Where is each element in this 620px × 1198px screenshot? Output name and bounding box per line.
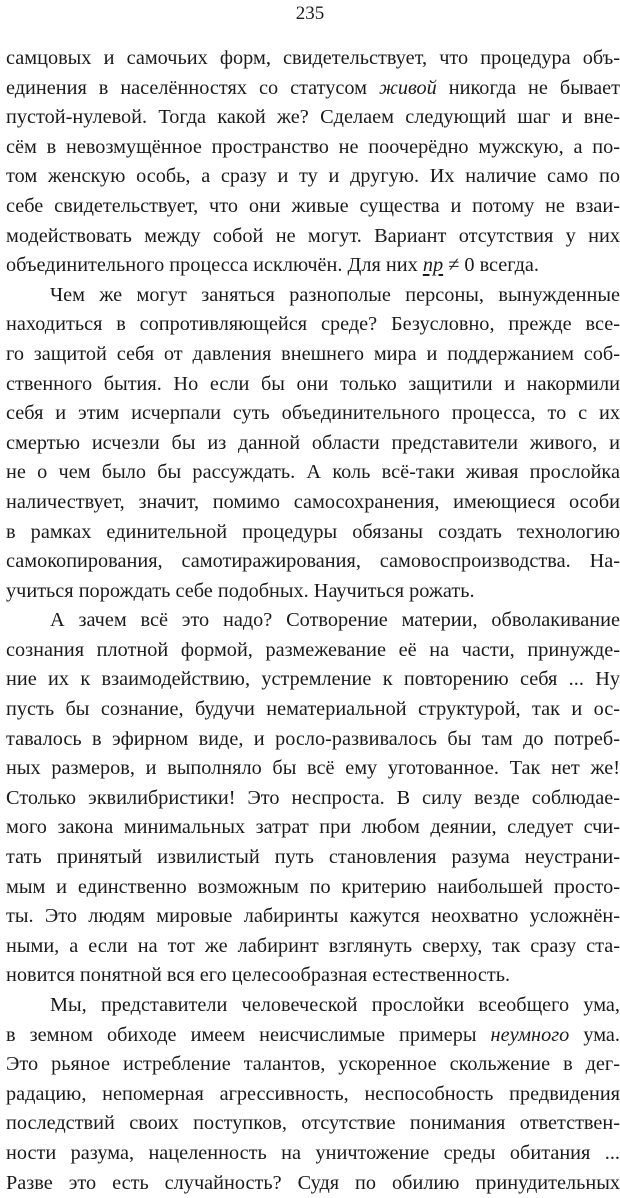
text-segment: самокопирования, самотиражирования, самовоспроизводства. На- (6, 550, 620, 573)
text-line (6, 577, 620, 607)
text-line (6, 961, 620, 991)
text-segment: не о чем было бы рассуждать. А коль всё-таки живая прослойка (6, 461, 620, 484)
text-line (6, 636, 620, 666)
text-segment: ственного бытия. Но если бы они только защитили и накормили (6, 372, 620, 395)
text-segment: мым и единственно возможным по критерию наибольшей просто- (6, 875, 620, 898)
text-line (6, 399, 620, 429)
emphasized-text: неумного (490, 1023, 570, 1046)
text-line (6, 518, 620, 548)
text-line (6, 665, 620, 695)
text-line (6, 606, 620, 636)
text-line (6, 133, 620, 163)
text-line (6, 251, 620, 281)
text-segment: объединительного процесса исключён. Для них (6, 254, 423, 277)
body-text (6, 44, 620, 1198)
text-segment: том женскую особь, а сразу и ту и другую. Их наличие само по (6, 165, 620, 188)
text-line (6, 1021, 620, 1051)
text-line (6, 429, 620, 459)
text-segment: находиться в сопротивляющейся среде? Безусловно, прежде все- (6, 313, 620, 336)
text-line (6, 310, 620, 340)
text-segment: сознания плотной формой, размежевание её на части, принужде- (6, 638, 620, 661)
text-segment: себе свидетельствует, что они живые существа и потому не взаи- (6, 194, 620, 217)
text-segment: единения в населённостях со статусом (6, 76, 379, 99)
text-segment: самцовых и самочьих форм, свидетельствует, что процедура объ- (6, 47, 620, 69)
text-segment: новится понятной вся его целесообразная естественность. (6, 964, 511, 987)
text-line (6, 370, 620, 400)
text-segment: ными, а если на тот же лабиринт взглянуть сверху, так сразу ста- (6, 934, 620, 957)
text-segment: никогда не бывает (436, 76, 620, 99)
page-number: 235 (295, 3, 325, 24)
text-line (6, 1169, 620, 1198)
paragraph (6, 281, 620, 607)
text-segment: наличествует, значит, помимо самосохранения, имеющиеся особи (6, 490, 620, 513)
paragraph (6, 991, 620, 1198)
text-segment: ума. (569, 1023, 620, 1046)
text-line (6, 44, 620, 74)
text-line (6, 932, 620, 962)
text-segment: модействовать между собой не могут. Вариант отсутствия у них (6, 224, 620, 247)
emphasized-text: живой (378, 76, 437, 99)
text-segment: радацию, непомерная агрессивность, неспособность предвидения (6, 1082, 620, 1105)
text-segment: тать принятый извилистый путь становления разума неустрани- (6, 846, 620, 869)
text-line (6, 1109, 620, 1139)
text-line (6, 103, 620, 133)
text-line (6, 458, 620, 488)
text-line (6, 991, 620, 1021)
text-line (6, 162, 620, 192)
text-line (6, 873, 620, 903)
text-segment: ≠ 0 всегда. (443, 254, 539, 277)
text-line (6, 1139, 620, 1169)
text-segment: Это рьяное истребление талантов, ускоренное скольжение в дег- (6, 1053, 620, 1076)
text-line (6, 1050, 620, 1080)
text-line (6, 74, 620, 104)
text-segment: Мы, представители человеческой прослойки всеобщего ума, (50, 994, 620, 1016)
text-segment: в земном обиходе имеем неисчислимые примеры (6, 1023, 491, 1046)
text-segment: А зачем всё это надо? Сотворение материи, обволакивание (50, 609, 620, 632)
text-segment: Разве это есть случайность? Судя по обилию принудительных (6, 1171, 620, 1194)
text-segment: ты. Это людям мировые лабиринты кажутся неохватно усложнён- (6, 905, 620, 928)
text-line (6, 222, 620, 252)
text-segment: ности разума, нацеленность на уничтожение среды обитания ... (6, 1141, 620, 1164)
text-segment: сём в невозмущённое пространство не поочерёдно мужскую, а по- (6, 135, 620, 158)
text-line (6, 1080, 620, 1110)
text-segment: пустой-нулевой. Тогда какой же? Сделаем следующий шаг и вне- (6, 106, 620, 129)
text-line (6, 784, 620, 814)
emphasized-text: пр (422, 254, 444, 277)
text-line (6, 813, 620, 843)
text-segment: учиться порождать себе подобных. Научиться рожать. (6, 579, 475, 602)
text-segment: в рамках единительной процедуры обязаны создать технологию (6, 520, 620, 543)
text-line (6, 281, 620, 311)
paragraph (6, 606, 620, 991)
text-line (6, 340, 620, 370)
text-line (6, 547, 620, 577)
text-line (6, 695, 620, 725)
text-segment: Столько эквилибристики! Это неспроста. В силу везде соблюдае- (6, 786, 620, 809)
text-line (6, 488, 620, 518)
text-segment: пусть бы сознание, будучи нематериальной структурой, так и ос- (6, 698, 620, 721)
text-segment: го защитой себя от давления внешнего мира и поддержанием соб- (6, 342, 620, 365)
text-line (6, 902, 620, 932)
text-segment: ние их к взаимодействию, устремление к повторению себя ... Ну (6, 668, 620, 691)
paragraph (6, 44, 620, 281)
text-segment: смертью исчезли бы из данной области представители живого, и (6, 431, 620, 454)
text-line (6, 754, 620, 784)
text-segment: себя и этим исчерпали суть объединительного процесса, то с их (6, 402, 620, 425)
text-segment: ных размеров, и выполняло бы всё ему уготованное. Так нет же! (6, 757, 620, 780)
text-segment: тавалось в эфирном виде, и росло-развивалось бы там до потреб- (6, 727, 620, 750)
text-line (6, 192, 620, 222)
text-line (6, 843, 620, 873)
text-line (6, 725, 620, 755)
text-segment: Чем же могут заняться разнополые персоны, вынужденные (50, 283, 620, 306)
text-segment: мого закона минимальных затрат при любом деянии, следует счи- (6, 816, 620, 839)
text-segment: последствий своих поступков, отсутствие понимания ответствен- (6, 1112, 620, 1135)
